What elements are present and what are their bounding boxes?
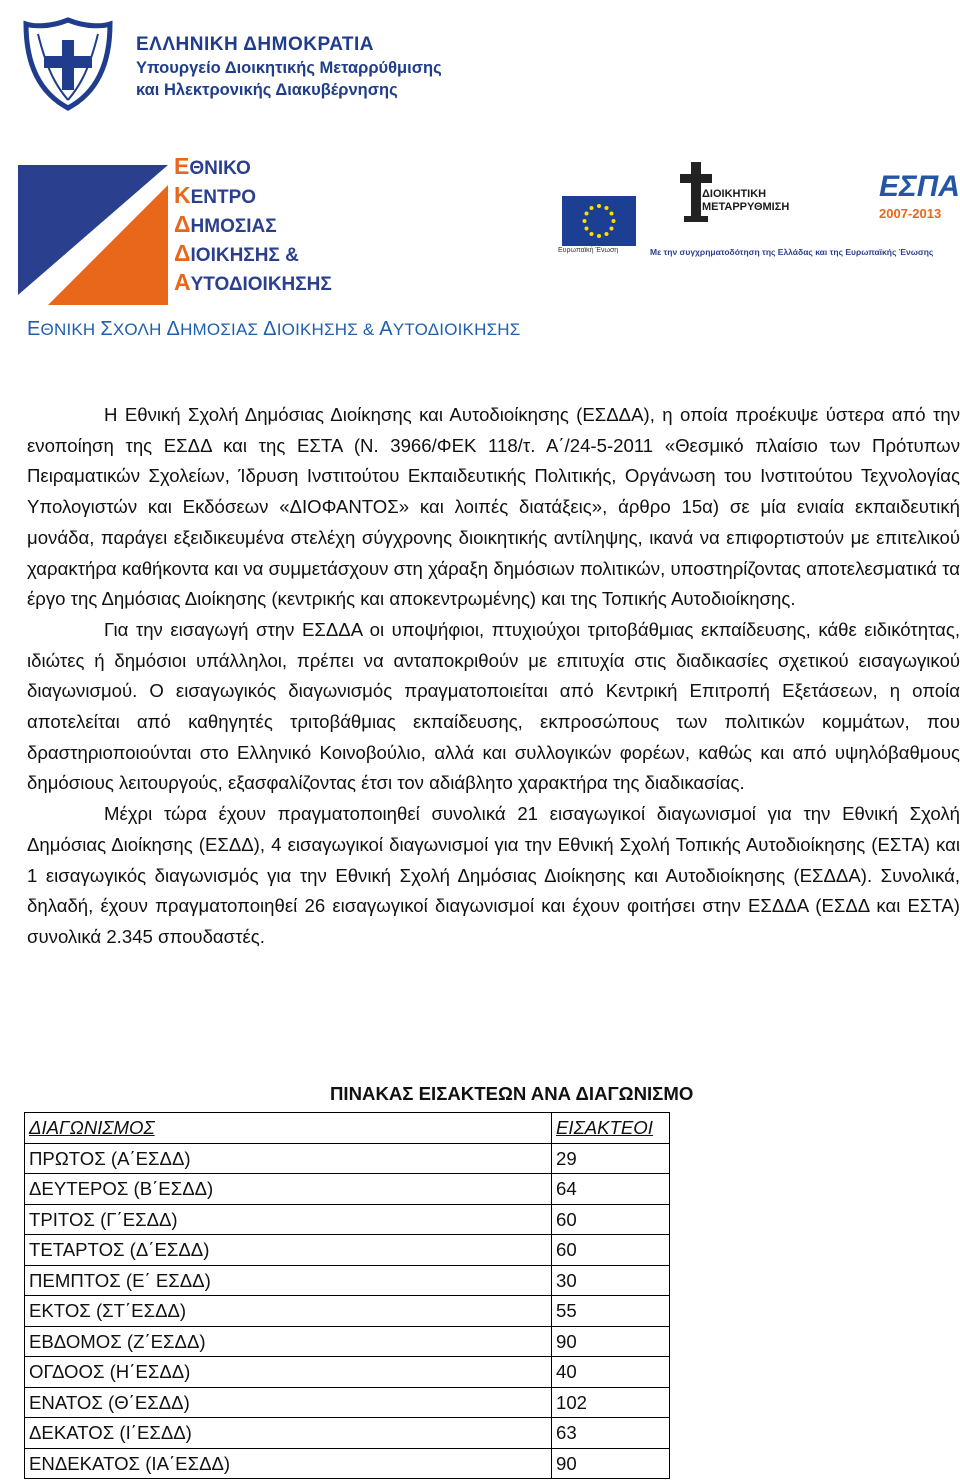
school-title [27, 318, 520, 341]
document-body [27, 400, 960, 953]
title-word: ΧΟΛΗ [112, 320, 167, 339]
title-initial: Α [379, 318, 393, 340]
ekdd-line-initial: Κ [174, 182, 191, 208]
admitted-count-cell: 60 [552, 1204, 670, 1235]
ekdd-line [174, 182, 332, 211]
table-row [25, 1296, 670, 1327]
admitted-count-cell: 60 [552, 1235, 670, 1266]
competition-cell: ΕΝΔΕΚΑΤΟΣ (ΙΑ΄ΕΣΔΔ) [25, 1448, 552, 1479]
paragraph-2: Για την εισαγωγή στην ΕΣΔΔΑ οι υποψήφιοι, πτυχιούχοι τριτοβάθμιας εκπαίδευσης, κάθε ειδικότητας, ιδιώτες ή δημόσιοι υπάλληλοι, πρέπει να ανταποκριθούν με επιτυχία στις διαδικασίες σχετικού εισαγωγικού διαγωνισμού. Ο εισαγωγικός διαγωνισμός πραγματοποιείται από Κεντρική Επιτροπή Εξετάσεων, η οποία αποτελείται από καθηγητές τριτοβάθμιας εκπαίδευσης, εκπροσώπους των πολιτικών κομμάτων, που δραστηριοποιούνται στο Ελληνικό Κοινοβούλιο, αλλά και συλλογικών φορέων, καθώς και από υψηλόβαθμους δημόσιους λειτουργούς, εξασφαλίζοντας έτσι τον αδιάβλητο χαρακτήρα της διαδικασίας. [27, 618, 960, 794]
espa-years: 2007-2013 [879, 206, 942, 221]
admitted-count-cell: 29 [552, 1143, 670, 1174]
admitted-count-cell: 90 [552, 1326, 670, 1357]
admitted-count-cell: 55 [552, 1296, 670, 1327]
table-row [25, 1418, 670, 1449]
title-word: ΙΟΙΚΗΣΗΣ & [276, 320, 380, 339]
competition-cell: ΤΡΙΤΟΣ (Γ΄ΕΣΔΔ) [25, 1204, 552, 1235]
table-header-row [25, 1113, 670, 1144]
admitted-count-cell: 63 [552, 1418, 670, 1449]
ekdd-line [174, 153, 332, 182]
table-row [25, 1174, 670, 1205]
admitted-count-cell: 64 [552, 1174, 670, 1205]
competition-cell: ΠΕΜΠΤΟΣ (Ε΄ ΕΣΔΔ) [25, 1265, 552, 1296]
title-word: ΘΝΙΚΗ [40, 320, 101, 339]
ekdd-line-rest: ΗΜΟΣΙΑΣ [190, 216, 277, 237]
eu-funding-logos [552, 152, 960, 262]
table-row [25, 1357, 670, 1388]
ekdd-line-rest: ΥΤΟΔΙΟΙΚΗΣΗΣ [190, 274, 332, 295]
ekdd-line-initial: Δ [174, 240, 191, 266]
competition-cell: ΕΝΑΤΟΣ (Θ΄ΕΣΔΔ) [25, 1387, 552, 1418]
admitted-count-cell: 30 [552, 1265, 670, 1296]
ministry-name-line1: Υπουργείο Διοικητικής Μεταρρύθμισης [136, 59, 442, 77]
competition-cell: ΟΓΔΟΟΣ (Η΄ΕΣΔΔ) [25, 1357, 552, 1388]
table-row [25, 1235, 670, 1266]
competition-cell: ΕΚΤΟΣ (ΣΤ΄ΕΣΔΔ) [25, 1296, 552, 1327]
competition-cell: ΠΡΩΤΟΣ (Α΄ΕΣΔΔ) [25, 1143, 552, 1174]
ekdd-line-rest: ΕΝΤΡΟ [190, 187, 257, 208]
cofunding-tagline: Με την συγχρηματοδότηση της Ελλάδας και της Ευρωπαϊκής Ένωσης [650, 247, 934, 257]
table-row [25, 1204, 670, 1235]
title-initial: Δ [263, 318, 277, 340]
ekdd-logo [18, 145, 358, 305]
admitted-count-cell: 102 [552, 1387, 670, 1418]
ministry-name-line2: και Ηλεκτρονικής Διακυβέρνησης [136, 81, 398, 99]
header-admitted: ΕΙΣΑΚΤΕΟΙ [552, 1113, 670, 1144]
table-row [25, 1265, 670, 1296]
gov-name: ΕΛΛΗΝΙΚΗ ΔΗΜΟΚΡΑΤΙΑ [136, 34, 374, 55]
title-initial: Ε [27, 318, 41, 340]
competition-cell: ΔΕΥΤΕΡΟΣ (Β΄ΕΣΔΔ) [25, 1174, 552, 1205]
title-initial: Σ [100, 318, 113, 340]
paragraph-3: Μέχρι τώρα έχουν πραγματοποιηθεί συνολικά 21 εισαγωγικοί διαγωνισμοί για την Εθνική Σχολή Δημόσιας Διοίκησης (ΕΣΔΔ), 4 εισαγωγικοί διαγωνισμοί για την Εθνική Σχολή Τοπικής Αυτοδιοίκησης (ΕΣΤΑ) και 1 εισαγωγικός διαγωνισμός για την Εθνική Σχολή Δημόσιας Διοίκησης και Αυτοδιοίκησης (ΕΣΔΔΑ). Συνολικά, δηλαδή, έχουν πραγματοποιηθεί 26 εισαγωγικοί διαγωνισμοί και έχουν φοιτήσει στην ΕΣΔΔΑ (ΕΣΔΔ και ΕΣΤΑ) συνολικά 2.345 σπουδαστές. [27, 803, 960, 947]
admin-reform-label: ΔΙΟΙΚΗΤΙΚΗ ΜΕΤΑΡΡΥΘΜΙΣΗ [702, 188, 790, 213]
ekdd-line [174, 269, 332, 298]
eu-flag-icon [562, 196, 636, 246]
eu-caption: Ευρωπαϊκή Ένωση [558, 247, 619, 254]
ekdd-mark-icon [18, 145, 178, 305]
paragraph-1: Η Εθνική Σχολή Δημόσιας Διοίκησης και Αυτοδιοίκησης (ΕΣΔΔΑ), η οποία προέκυψε ύστερα από την ενοποίηση της ΕΣΔΔ και της ΕΣΤΑ (Ν. 3966/ΦΕΚ 118/τ. Α΄/24-5-2011 «Θεσμικό πλαίσιο των Πρότυπων Πειραματικών Σχολείων, Ίδρυση Ινστιτούτου Εκπαιδευτικής Πολιτικής, Οργάνωση του Ινστιτούτου Τεχνολογίας Υπολογιστών και Εκδόσεων «ΔΙΟΦΑΝΤΟΣ» και λοιπές διατάξεις», άρθρο 15α) σε μία ενιαία εκπαιδευτική μονάδα, παράγει εξειδικευμένα στελέχη σύγχρονης διοικητικής αντίληψης, ικανά να επιφορτιστούν με επιτελικού χαρακτήρα καθήκοντα και να συμμετάσχουν στη χάραξη δημόσιων πολιτικών, υποστηρίζοντας αποτελεσματικά τα έργο της Δημόσιας Διοίκησης (κεντρικής και αποκεντρωμένης) και της Τοπικής Αυτοδιοίκησης. [27, 404, 960, 610]
table-title: ΠΙΝΑΚΑΣ ΕΙΣΑΚΤΕΩΝ ΑΝΑ ΔΙΑΓΩΝΙΣΜΟ [330, 1083, 694, 1104]
ekdd-line [174, 240, 332, 269]
competition-cell: ΔΕΚΑΤΟΣ (Ι΄ΕΣΔΔ) [25, 1418, 552, 1449]
ekdd-line-rest: ΘΝΙΚΟ [189, 158, 251, 179]
competition-cell: ΤΕΤΑΡΤΟΣ (Δ΄ΕΣΔΔ) [25, 1235, 552, 1266]
table-row [25, 1448, 670, 1479]
ekdd-line-rest: ΙΟΙΚΗΣΗΣ & [190, 245, 299, 266]
ekdd-line-initial: Α [174, 269, 191, 295]
admitted-count-cell: 40 [552, 1357, 670, 1388]
table-row [25, 1326, 670, 1357]
government-logo [18, 14, 488, 114]
greek-emblem-icon [18, 14, 118, 114]
admitted-count-cell: 90 [552, 1448, 670, 1479]
ekdd-line-initial: Δ [174, 211, 191, 237]
ekdd-line [174, 211, 332, 240]
table-row [25, 1143, 670, 1174]
table-row [25, 1387, 670, 1418]
competition-cell: ΕΒΔΟΜΟΣ (Ζ΄ΕΣΔΔ) [25, 1326, 552, 1357]
header-competition: ΔΙΑΓΩΝΙΣΜΟΣ [25, 1113, 552, 1144]
title-word: ΗΜΟΣΙΑΣ [180, 320, 264, 339]
espa-logo-text: ΕΣΠΑ [879, 170, 960, 203]
ekdd-name [174, 153, 332, 298]
ekdd-line-initial: Ε [174, 153, 190, 179]
admissions-table [24, 1112, 670, 1479]
title-initial: Δ [166, 318, 181, 340]
title-word: ΥΤΟΔΙΟΙΚΗΣΗΣ [392, 320, 521, 339]
